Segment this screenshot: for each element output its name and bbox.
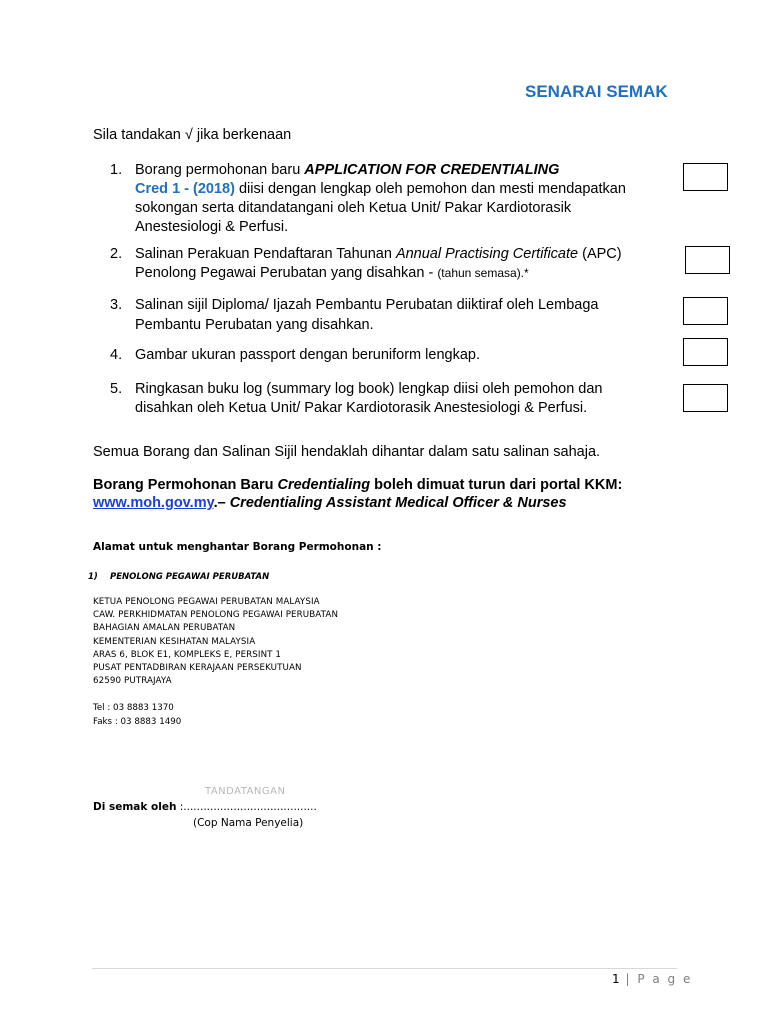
item-text: Ringkasan buku log (summary log book) lengkap diisi oleh pemohon dan bbox=[135, 381, 603, 397]
address-heading: Alamat untuk menghantar Borang Permohonan : bbox=[93, 541, 382, 553]
checked-by-label: Di semak oleh bbox=[93, 801, 177, 813]
address-line: KEMENTERIAN KESIHATAN MALAYSIA bbox=[93, 636, 256, 647]
page-title: SENARAI SEMAK bbox=[525, 82, 668, 101]
item-number: 1. bbox=[110, 162, 123, 178]
item-text: Anestesiologi & Perfusi. bbox=[135, 219, 289, 235]
stamp-label: (Cop Nama Penyelia) bbox=[193, 817, 304, 829]
item-text: Penolong Pegawai Perubatan yang disahkan - bbox=[135, 265, 438, 281]
checked-by-line bbox=[93, 801, 317, 813]
portal-text: .– bbox=[213, 495, 230, 511]
item-text: Pembantu Perubatan yang disahkan. bbox=[135, 317, 374, 333]
address-line: BAHAGIAN AMALAN PERUBATAN bbox=[93, 623, 236, 634]
checklist-item-5 bbox=[110, 380, 670, 418]
checkbox-item-2[interactable] bbox=[685, 246, 730, 274]
page-footer bbox=[612, 972, 692, 986]
item-text: diisi dengan lengkap oleh pemohon dan mesti mendapatkan bbox=[234, 181, 626, 197]
address-line: 62590 PUTRAJAYA bbox=[93, 676, 172, 687]
item-text: Salinan Perakuan Pendaftaran Tahunan bbox=[135, 246, 396, 262]
item-number: 5. bbox=[110, 381, 123, 397]
footer-separator: | bbox=[619, 972, 638, 986]
portal-link[interactable]: www.moh.gov.my bbox=[93, 495, 214, 511]
checkbox-item-4[interactable] bbox=[683, 338, 728, 366]
section-heading bbox=[88, 572, 269, 582]
portal-text: Credentialing bbox=[277, 477, 371, 493]
checkbox-item-5[interactable] bbox=[683, 384, 728, 412]
instruction-text: Sila tandakan √ jika berkenaan bbox=[93, 127, 292, 143]
section-number: 1) bbox=[88, 572, 98, 582]
portal-text: Borang Permohonan Baru bbox=[93, 477, 278, 493]
mailing-address bbox=[93, 596, 338, 688]
address-line: KETUA PENOLONG PEGAWAI PERUBATAN MALAYSIA bbox=[93, 597, 320, 607]
page-number: 1 bbox=[612, 972, 620, 986]
item-text: disahkan oleh Ketua Unit/ Pakar Kardiotorasik Anestesiologi & Perfusi. bbox=[135, 400, 588, 416]
item-number: 2. bbox=[110, 246, 123, 262]
address-line: ARAS 6, BLOK E1, KOMPLEKS E, PERSINT 1 bbox=[93, 649, 282, 660]
signature-label: TANDATANGAN bbox=[205, 786, 286, 797]
item-text: Borang permohonan baru bbox=[135, 162, 305, 178]
portal-notice bbox=[93, 476, 693, 512]
item-text: sokongan serta ditandatangani oleh Ketua Unit/ Pakar Kardiotorasik bbox=[135, 200, 572, 216]
page-word: P a g e bbox=[637, 972, 693, 986]
item-text: Gambar ukuran passport dengan beruniform lengkap. bbox=[135, 347, 480, 363]
fax-number: Faks : 03 8883 1490 bbox=[93, 717, 182, 727]
address-line: PUSAT PENTADBIRAN KERAJAAN PERSEKUTUAN bbox=[93, 663, 302, 674]
submission-note: Semua Borang dan Salinan Sijil hendaklah dihantar dalam satu salinan sahaja. bbox=[93, 444, 601, 460]
item-number: 3. bbox=[110, 297, 123, 313]
footer-divider bbox=[92, 968, 677, 969]
item-text: (tahun semasa).* bbox=[437, 266, 529, 280]
form-code: Cred 1 - (2018) bbox=[135, 181, 235, 197]
form-name: APPLICATION FOR CREDENTIALING bbox=[304, 162, 560, 178]
checkbox-item-1[interactable] bbox=[683, 163, 728, 191]
portal-text: boleh dimuat turun dari portal KKM: bbox=[370, 477, 623, 493]
checkbox-item-3[interactable] bbox=[683, 297, 728, 325]
portal-text: Credentialing Assistant Medical Officer & Nurses bbox=[229, 495, 567, 511]
item-number: 4. bbox=[110, 347, 123, 363]
section-label: PENOLONG PEGAWAI PERUBATAN bbox=[110, 572, 270, 582]
checklist-item-3 bbox=[110, 295, 670, 335]
item-text: Salinan sijil Diploma/ Ijazah Pembantu Perubatan diiktiraf oleh Lembaga bbox=[135, 297, 599, 313]
contact-info bbox=[93, 701, 181, 729]
checklist-item-1 bbox=[110, 161, 670, 237]
phone-number: Tel : 03 8883 1370 bbox=[93, 703, 174, 713]
checklist-item-4 bbox=[110, 346, 670, 365]
address-line: CAW. PERKHIDMATAN PENOLONG PEGAWAI PERUBATAN bbox=[93, 610, 339, 621]
item-text: Annual Practising Certificate bbox=[395, 246, 579, 262]
checklist-item-2 bbox=[110, 245, 670, 283]
signature-field[interactable]: :........................................ bbox=[176, 801, 317, 813]
item-text: (APC) bbox=[578, 246, 622, 262]
